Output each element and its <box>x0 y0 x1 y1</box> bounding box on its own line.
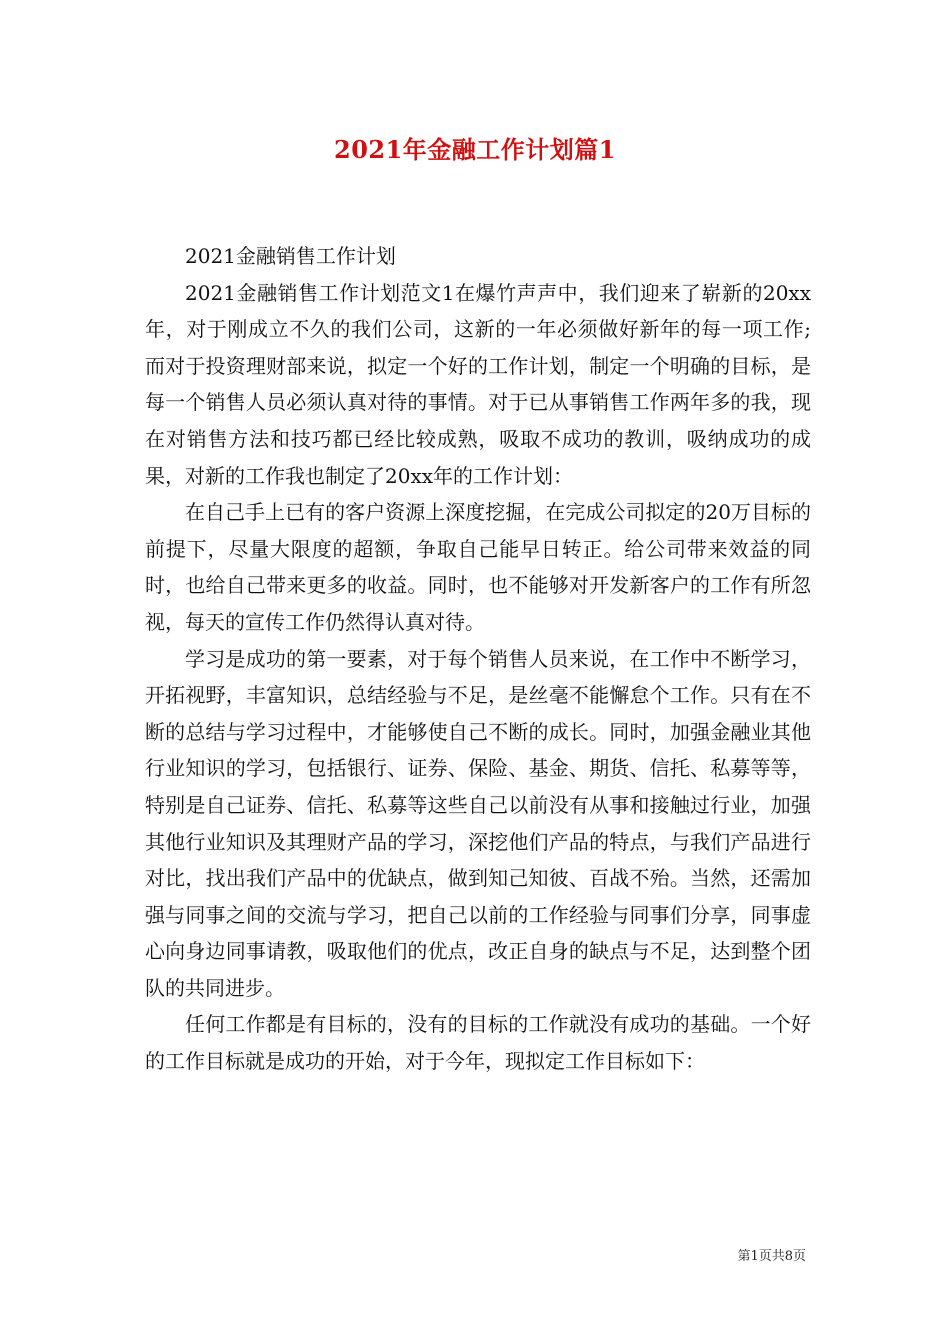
page-number: 第1页共8页 <box>737 1249 806 1264</box>
document-body <box>145 238 811 1080</box>
paragraph: 任何工作都是有目标的，没有的目标的工作就没有成功的基础。一个好的工作目标就是成功的开始，对于今年，现拟定工作目标如下： <box>145 1012 811 1074</box>
paragraph: 学习是成功的第一要素，对于每个销售人员来说，在工作中不断学习，开拓视野，丰富知识，总结经验与不足，是丝毫不能懈怠个工作。只有在不断的总结与学习过程中，才能够使自己不断的成长。同时，加强金融业其他行业知识的学习，包括银行、证券、保险、基金、期货、信托、私募等等，特别是自己证券、信托、私募等这些自己以前没有从事和接触过行业，加强其他行业知识及其理财产品的学习，深挖他们产品的特点，与我们产品进行对比，找出我们产品中的优缺点，做到知己知彼、百战不殆。当然，还需加强与同事之间的交流与学习，把自己以前的工作经验与同事们分享，同事虚心向身边同事请教，吸取他们的优点，改正自身的缺点与不足，达到整个团队的共同进步。 <box>145 646 811 1000</box>
paragraph: 在自己手上已有的客户资源上深度挖掘，在完成公司拟定的20万目标的前提下，尽量大限度的超额，争取自己能早日转正。给公司带来效益的同时，也给自己带来更多的收益。同时，也不能够对开发新客户的工作有所忽视，每天的宣传工作仍然得认真对待。 <box>145 500 811 634</box>
paragraph-heading: 2021金融销售工作计划 <box>185 244 396 268</box>
paragraph: 2021金融销售工作计划范文1在爆竹声声中，我们迎来了崭新的20xx年，对于刚成立不久的我们公司，这新的一年必须做好新年的每一项工作;而对于投资理财部来说，拟定一个好的工作计划，制定一个明确的目标，是每一个销售人员必须认真对待的事情。对于已从事销售工作两年多的我，现在对销售方法和技巧都已经比较成熟，吸取不成功的教训，吸纳成功的成果，对新的工作我也制定了20xx年的工作计划： <box>145 280 811 488</box>
document-title: 2021年金融工作计划篇1 <box>334 135 616 164</box>
